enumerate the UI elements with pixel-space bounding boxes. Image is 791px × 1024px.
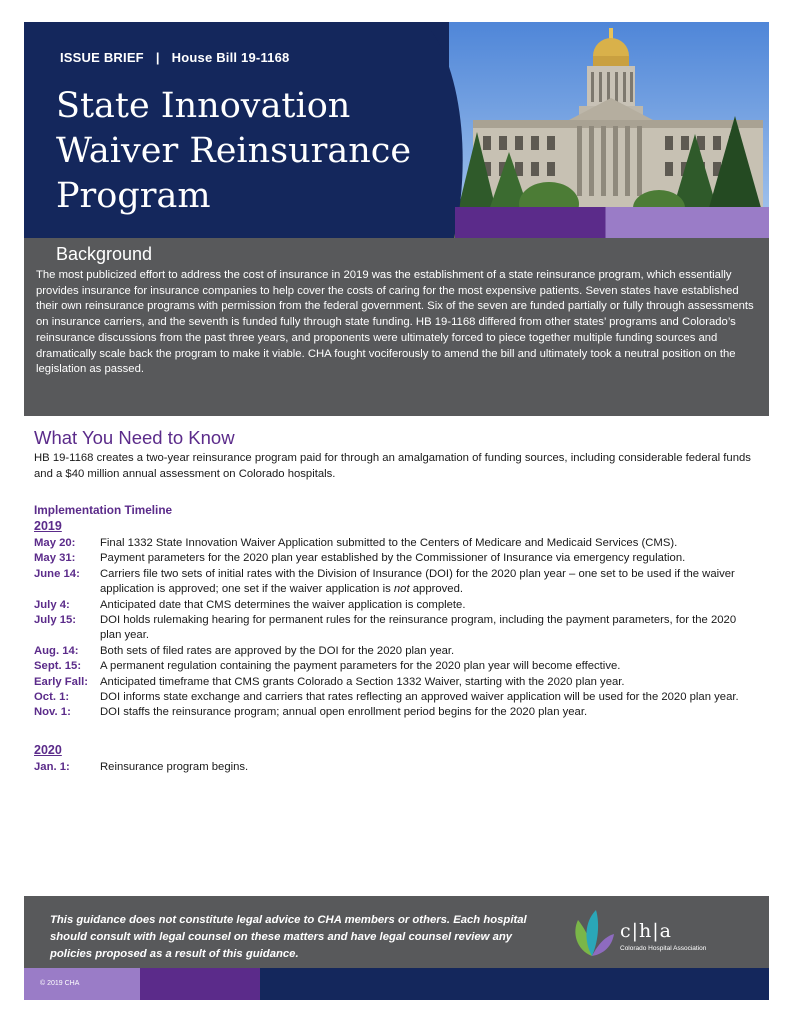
timeline-item (34, 690, 758, 705)
timeline-text: Anticipated timeframe that CMS grants Colorado a Section 1332 Waiver, starting with the 2020 plan year. (100, 675, 625, 688)
background-section (24, 238, 769, 416)
timeline-date: July 4: (34, 598, 70, 611)
bill-number: House Bill 19-1168 (171, 50, 290, 65)
timeline-text: Payment parameters for the 2020 plan year established by the Commissioner of Insurance via emergency regulation. (100, 552, 686, 565)
disclaimer-text: This guidance does not constitute legal advice to CHA members or others. Each hospital should consult with legal counsel on these matters and have legal counsel review any policies proposed as a result of this guidance. (50, 914, 527, 960)
accent-strip (455, 207, 769, 238)
timeline-2020 (34, 760, 758, 775)
main-content (34, 426, 758, 775)
timeline-item (34, 536, 758, 551)
logo-subtitle: Colorado Hospital Association (620, 945, 707, 952)
separator: | (155, 50, 160, 65)
timeline-text: Anticipated date that CMS determines the waiver application is complete. (100, 598, 466, 611)
timeline-date: May 20: (34, 537, 76, 549)
timeline-text: DOI informs state exchange and carriers that rates reflecting an approved waiver application will be used for the 2020 plan year. (100, 691, 739, 704)
timeline-title: Implementation Timeline (34, 503, 173, 517)
footer-disclaimer-box (24, 896, 769, 968)
bottom-bar-navy (260, 968, 769, 1000)
issue-brief-line (60, 50, 289, 65)
timeline-text-emphasis: not (393, 583, 410, 596)
timeline-date: Sept. 15: (34, 660, 82, 673)
timeline-text (100, 567, 758, 598)
background-heading: Background (56, 244, 153, 264)
timeline-text: DOI holds rulemaking hearing for permanent rules for the reinsurance program, including the payment parameters, for the 2020 plan year. (100, 614, 737, 642)
year-2019: 2019 (34, 519, 62, 533)
background-body: The most publicized effort to address the cost of insurance in 2019 was the establishment of a state reinsurance program, which essentially provides insurance for insurance companies to help cover the costs of caring for the most expensive patients. Seven states have established their own reinsurance programs with permission from the federal government. Six of the seven are funded partially or fully through assessments on insurance carriers, and the seventh is funded fully through state funding. HB 19-1168 differed from other states’ programs and Colorado’s reinsurance discussions from the past three years, and proponents were ultimately forced to piece together multiple funding sources and dramatically scale back the program to make it viable. CHA fought vociferously to amend the bill and ultimately took a neutral position on the legislation as passed. (36, 269, 754, 376)
timeline-date: Oct. 1: (34, 691, 70, 704)
timeline-text-part: Carriers file two sets of initial rates with the Division of Insurance (DOI) for the 2020 plan year – one set to be used if the waiver application is approved; one set if the waiver application is (100, 567, 735, 596)
bottom-bar-purple (140, 968, 260, 1000)
copyright: © 2019 CHA (24, 968, 140, 1000)
timeline-item (34, 760, 758, 775)
timeline-item (34, 644, 758, 659)
need-to-know-heading: What You Need to Know (34, 427, 235, 448)
title-line-3: Program (56, 176, 211, 216)
cha-leaf-logo-icon (570, 906, 616, 960)
timeline-date: Early Fall: (34, 675, 88, 688)
timeline-item (34, 659, 758, 674)
cha-logo (570, 906, 760, 960)
year-2020: 2020 (34, 742, 62, 757)
timeline-text: Final 1332 State Innovation Waiver Application submitted to the Centers of Medicare and Medicaid Services (CMS). (100, 537, 678, 549)
issue-brief-label: ISSUE BRIEF (60, 50, 144, 65)
timeline-2019 (34, 536, 758, 721)
timeline-date: Nov. 1: (34, 706, 71, 719)
title-line-2: Waiver Reinsurance (56, 131, 412, 171)
timeline-date: July 15: (34, 614, 77, 627)
timeline-item (34, 551, 758, 566)
timeline-date: Jan. 1: (34, 760, 70, 773)
timeline-text-part: approved. (409, 583, 463, 596)
timeline-item (34, 675, 758, 690)
timeline-item (34, 613, 758, 644)
timeline-date: June 14: (34, 567, 80, 580)
header-banner (24, 22, 769, 238)
timeline-item (34, 705, 758, 720)
timeline-date: May 31: (34, 552, 76, 565)
timeline-text: Reinsurance program begins. (100, 760, 249, 773)
logo-text: c|h|a (620, 920, 673, 942)
page-title (56, 84, 436, 219)
need-to-know-intro: HB 19-1168 creates a two-year reinsurance program paid for through an amalgamation of funding sources, including considerable federal funds and a $40 million annual assessment on Colorado hospitals. (34, 452, 751, 480)
timeline-item (34, 598, 758, 613)
title-line-1: State Innovation (56, 86, 351, 126)
timeline-item (34, 567, 758, 598)
timeline-text: Both sets of filed rates are approved by the DOI for the 2020 plan year. (100, 644, 455, 657)
timeline-text: DOI staffs the reinsurance program; annual open enrollment period begins for the 2020 plan year. (100, 706, 588, 719)
timeline-text: A permanent regulation containing the payment parameters for the 2020 plan year will become effective. (100, 660, 621, 673)
timeline-date: Aug. 14: (34, 644, 79, 657)
bottom-bar (24, 968, 769, 1000)
